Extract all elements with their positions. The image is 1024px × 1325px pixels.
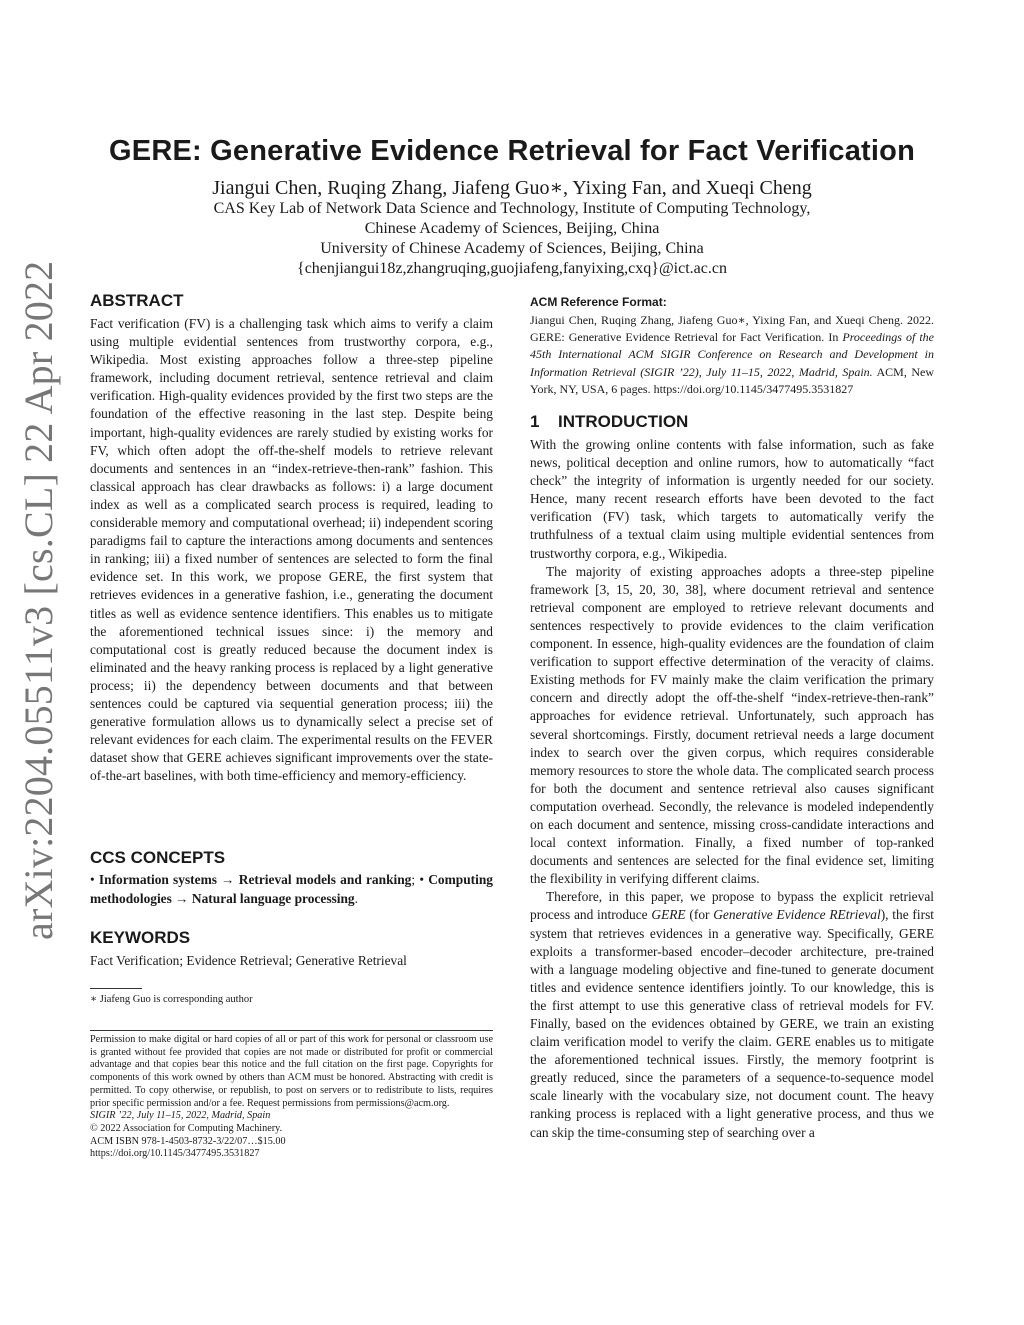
acm-reference-authors: Jiangui Chen, Ruqing Zhang, Jiafeng Guo∗, Yixing Fan, and Xueqi Cheng. 2022. GERE: Generative Evidence Retrieval for Fact Verification. In	[530, 313, 934, 345]
section-title: INTRODUCTION	[558, 412, 689, 431]
acm-reference-publisher: ACM, New York, NY, USA, 6 pages. https://doi.org/10.1145/3477495.3531827	[530, 364, 934, 396]
permission-block	[90, 1034, 493, 1161]
intro-italic-run: GERE	[651, 907, 686, 923]
acm-reference-proceedings: Proceedings of the 45th International ACM SIGIR Conference on Research and Development in Information Retrieval (SIGIR ’22), July 11–15, 2022, Madrid, Spain.	[530, 330, 934, 379]
intro-text-run: ), the first system that retrieves evidences in a generative way. Specifically, GERE exploits a transformer-based encoder–decoder architecture, pre-trained with a language modeling objective and fine-tuned to generate document titles and evidence sentence identifiers jointly. To our knowledge, this is the first attempt to use this generative class of retrieval models for FV. Finally, based on the evidences obtained by GERE, we train an existing claim verification model to verify the claim. GERE enables us to mitigate the aforementioned technical issues. Firstly, the memory footprint is greatly reduced, since the parameters of a sequence-to-sequence model scale linearly with the vocabulary size, not document count. The heavy ranking process is replaced with a light generative process, and thus we can skip the time-consuming step of searching over a	[530, 907, 934, 1140]
ccs-arrow: →	[171, 890, 192, 906]
introduction-text	[530, 436, 934, 1142]
ccs-concept: Natural language processing	[191, 890, 355, 906]
arxiv-side-stamp: arXiv:2204.05511v3 [cs.CL] 22 Apr 2022	[16, 260, 61, 940]
intro-text-run: Therefore, in this paper, we propose to bypass the explicit retrieval process and introduce	[530, 889, 934, 923]
isbn-line: ACM ISBN 978-1-4503-8732-3/22/07…$15.00	[90, 1135, 286, 1147]
intro-text-run: (for	[685, 907, 714, 923]
ccs-concept: Computing methodologies	[90, 872, 493, 906]
keywords-text: Fact Verification; Evidence Retrieval; Generative Retrieval	[90, 953, 407, 968]
abstract-text: Fact verification (FV) is a challenging task which aims to verify a claim using multiple evidential sentences from trustworthy corpora, e.g., Wikipedia. Most existing approaches follow a three-step pipeline framework, including document retrieval, sentence retrieval and claim verification. High-quality evidences provided by the first two steps are the foundation of the effective reasoning in the last step. Despite being important, high-quality evidences are rarely studied by existing works for FV, which often adopt the off-the-shelf models to retrieve relevant documents and sentences in an “index-retrieve-then-rank” fashion. This classical approach has clear drawbacks as follows: i) a large document index as well as a complicated search process is required, leading to considerable memory and computational overhead; ii) independent scoring paradigms fail to capture the interactions among documents and sentences in ranking; iii) a fixed number of sentences are selected to form the final evidence set. In this work, we propose GERE, the first system that retrieves evidences in a generative fashion, i.e., generating the document titles as well as evidence sentence identifiers. This enables us to mitigate the aforementioned technical issues since: i) the memory and computational cost is greatly reduced because the document index is eliminated and the heavy ranking process is replaced by a light generative process; ii) the dependency between documents and that between sentences could be captured via sequential generation process; iii) the generative formulation allows us to dynamically select a precise set of relevant evidences for each claim. The experimental results on the FEVER dataset show that GERE achieves significant improvements over the state-of-the-art baselines, with both time-efficiency and memory-efficiency.	[90, 316, 493, 784]
ccs-arrow: →	[216, 872, 239, 887]
affiliation-block	[60, 199, 964, 279]
section-number: 1	[530, 412, 540, 431]
author-emails: {chenjiangui18z,zhangruqing,guojiafeng,fanyixing,cxq}@ict.ac.cn	[297, 260, 727, 277]
intro-paragraph: With the growing online contents with false information, such as fake news, political deception and online rumors, how to automatically “fact check” the integrity of information is urgently needed for our society. Hence, many recent research efforts have been devoted to the fact verification (FV) task, which targets to automatically verify the truthfulness of a textual claim using multiple evidential sentences from trustworthy corpora, e.g., Wikipedia.	[530, 437, 934, 561]
footnote-rule	[90, 988, 142, 989]
affiliation-line: University of Chinese Academy of Sciences, Beijing, China	[320, 240, 704, 257]
permission-rule	[90, 1030, 493, 1031]
acm-reference-text	[530, 312, 934, 398]
ccs-end: .	[354, 890, 358, 906]
intro-paragraph	[530, 888, 934, 1141]
keywords-heading: KEYWORDS	[90, 928, 191, 947]
permission-text: Permission to make digital or hard copies of all or part of this work for personal or classroom use is granted without fee provided that copies are not made or distributed for profit or commercial advantage and that copies bear this notice and the full citation on the first page. Copyrights for components of this work owned by others than ACM must be honored. Abstracting with credit is permitted. To copy otherwise, or republish, to post on servers or to redistribute to lists, requires prior specific permission and/or a fee. Request permissions from permissions@acm.org.	[90, 1034, 493, 1109]
abstract-heading: ABSTRACT	[90, 291, 184, 310]
ccs-separator: ; •	[411, 872, 429, 887]
acm-reference-heading: ACM Reference Format:	[530, 295, 667, 309]
intro-italic-run: Generative Evidence REtrieval	[713, 907, 881, 923]
paper-title: GERE: Generative Evidence Retrieval for Fact Verification	[109, 135, 915, 167]
conference-venue: SIGIR ’22, July 11–15, 2022, Madrid, Spain	[90, 1110, 271, 1122]
ccs-concepts	[90, 871, 493, 908]
author-list: Jiangui Chen, Ruqing Zhang, Jiafeng Guo∗, Yixing Fan, and Xueqi Cheng	[212, 177, 812, 199]
affiliation-line: CAS Key Lab of Network Data Science and Technology, Institute of Computing Technology,	[213, 200, 811, 217]
copyright-line: © 2022 Association for Computing Machinery.	[90, 1122, 283, 1134]
introduction-heading	[530, 411, 688, 433]
ccs-bullet: •	[90, 872, 99, 887]
ccs-concept: Information systems	[98, 872, 217, 887]
ccs-heading: CCS CONCEPTS	[90, 848, 226, 867]
intro-paragraph: The majority of existing approaches adopts a three-step pipeline framework [3, 15, 20, 30, 38], where document retrieval and sentence retrieval component are employed to retrieve relevant documents and sentences respectively to provide evidences to the claim verification component. In essence, high-quality evidences are the foundation of claim verification to support effective determination of the veracity of claims. Existing methods for FV mainly make the claim verification the primary concern and directly adopt the off-the-shelf “index-retrieve-then-rank” approaches for evidence retrieval. Unfortunately, such approach has several shortcomings. Firstly, document retrieval needs a large document index to search over the given corpus, which requires considerable memory resources to store the whole data. The complicated search process for both the document and sentence retrieval also causes significant computation overhead. Secondly, the relevance is modeled independently on each document and sentence, missing cross-candidate interactions and local context information. Finally, a fixed number of top-ranked documents and sentences are selected for the final evidence set, limiting the flexibility in verifying different claims.	[530, 563, 934, 887]
doi-link[interactable]: https://doi.org/10.1145/3477495.3531827	[90, 1148, 260, 1160]
affiliation-line: Chinese Academy of Sciences, Beijing, China	[364, 220, 660, 237]
corresponding-author-footnote: ∗ Jiafeng Guo is corresponding author	[90, 994, 253, 1005]
ccs-concept: Retrieval models and ranking	[238, 872, 412, 887]
